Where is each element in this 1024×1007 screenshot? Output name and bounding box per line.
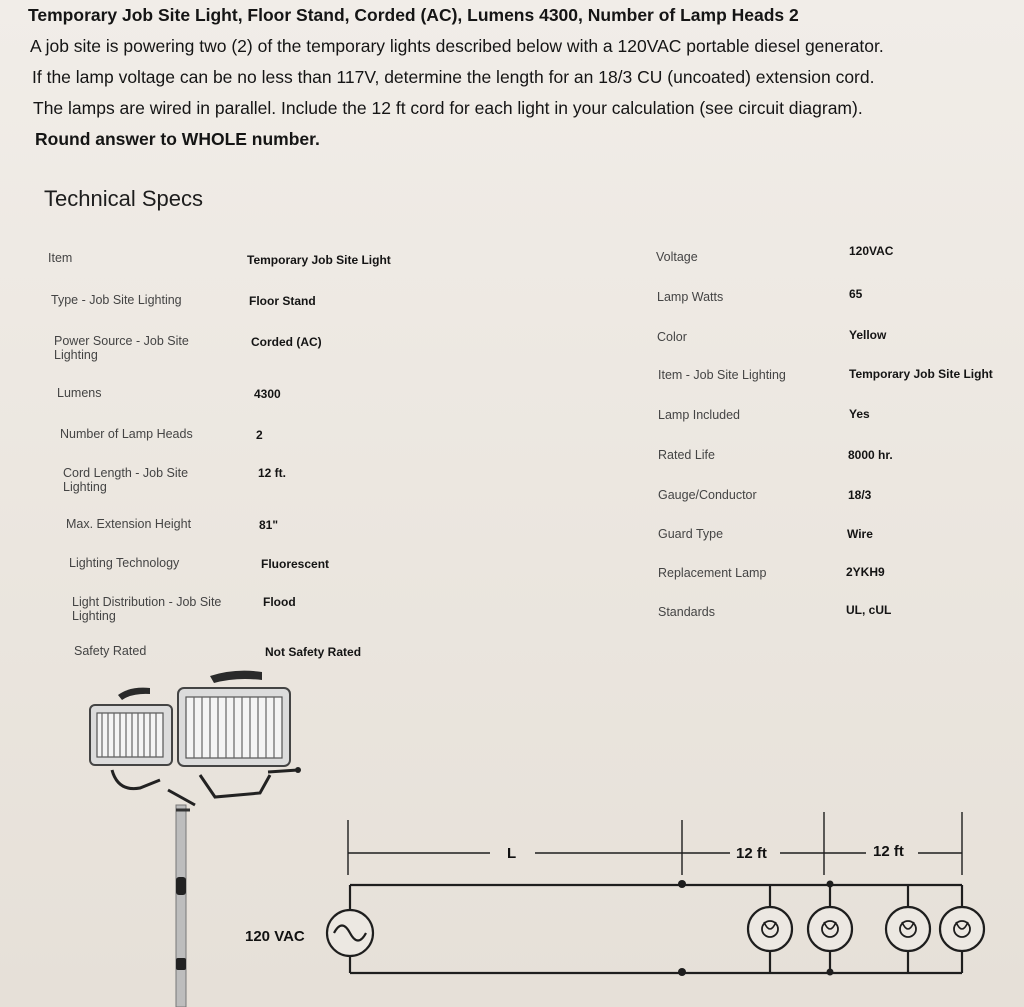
junction-dot (678, 880, 686, 888)
lamp-icon (940, 907, 984, 951)
spec-label: Color (657, 330, 687, 344)
question-instruction: Round answer to WHOLE number. (35, 129, 320, 149)
spec-value: Fluorescent (261, 557, 330, 571)
question-title: Temporary Job Site Light, Floor Stand, Corded (AC), Lumens 4300, Number of Lamp Heads 2 (28, 5, 799, 25)
spec-label: Lighting Technology (69, 556, 180, 570)
spec-value: 81" (259, 518, 279, 532)
spec-value: Flood (263, 595, 296, 609)
spec-label: Guard Type (658, 527, 724, 541)
spec-value: 65 (849, 287, 863, 301)
spec-label: Standards (658, 605, 715, 619)
spec-label: Max. Extension Height (66, 517, 192, 531)
cord-length-label-2: 12 ft (873, 843, 904, 860)
spec-value: 12 ft. (258, 466, 287, 480)
junction-dot (827, 881, 834, 888)
cord-length-label-1: 12 ft (736, 845, 767, 862)
spec-value: Yes (849, 407, 870, 421)
source-voltage-label: 120 VAC (245, 928, 305, 945)
spec-value: Yellow (849, 328, 887, 342)
spec-label: Lamp Watts (657, 290, 724, 304)
spec-label: Type - Job Site Lighting (51, 293, 182, 307)
spec-label: Number of Lamp Heads (60, 427, 193, 441)
spec-value: 4300 (254, 387, 281, 401)
spec-label: Rated Life (658, 448, 715, 462)
spec-value: Corded (AC) (251, 335, 322, 349)
specs-heading: Technical Specs (44, 186, 203, 211)
spec-label: Gauge/Conductor (658, 488, 757, 502)
ac-source-icon (327, 910, 373, 956)
question-line-4: The lamps are wired in parallel. Include the 12 ft cord for each light in your calculation (see circuit diagram). (33, 98, 863, 118)
spec-label: Safety Rated (74, 644, 147, 658)
spec-value: Temporary Job Site Light (247, 253, 391, 267)
lamp-icon (886, 907, 930, 951)
spec-value: Not Safety Rated (265, 645, 362, 659)
lamp-icon (808, 907, 852, 951)
spec-value: Wire (847, 527, 873, 541)
spec-label: Lumens (57, 386, 102, 400)
spec-value: Floor Stand (249, 294, 316, 308)
dimension-lines (348, 812, 962, 875)
spec-value: 8000 hr. (848, 448, 893, 462)
spec-label: Item - Job Site Lighting (658, 368, 786, 382)
spec-value: 2 (256, 428, 263, 442)
spec-label: Light Distribution - Job Site Lighting (72, 595, 222, 623)
lamp-icon (748, 907, 792, 951)
spec-label: Item (48, 251, 73, 265)
floodlight-drawing (90, 671, 301, 1007)
spec-label: Power Source - Job Site Lighting (54, 334, 189, 362)
spec-label: Cord Length - Job Site Lighting (63, 466, 189, 494)
lamp-head-left (90, 705, 172, 765)
spec-label: Voltage (656, 250, 698, 264)
lamp-head-right (178, 688, 290, 766)
question-line-2: A job site is powering two (2) of the temporary lights described below with a 120VAC portable diesel generator. (30, 36, 884, 56)
circuit-wires (350, 885, 962, 973)
spec-value: UL, cUL (846, 603, 892, 617)
extension-length-label: L (507, 845, 517, 862)
spec-label: Lamp Included (658, 408, 741, 422)
junction-dot (827, 969, 834, 976)
junction-dot (678, 968, 686, 976)
question-line-3: If the lamp voltage can be no less than 117V, determine the length for an 18/3 CU (uncoated) extension cord. (32, 67, 875, 87)
spec-value: Temporary Job Site Light (849, 367, 993, 381)
spec-value: 120VAC (849, 244, 894, 258)
spec-label: Replacement Lamp (658, 566, 767, 580)
spec-value: 2YKH9 (846, 565, 885, 579)
spec-value: 18/3 (848, 488, 872, 502)
